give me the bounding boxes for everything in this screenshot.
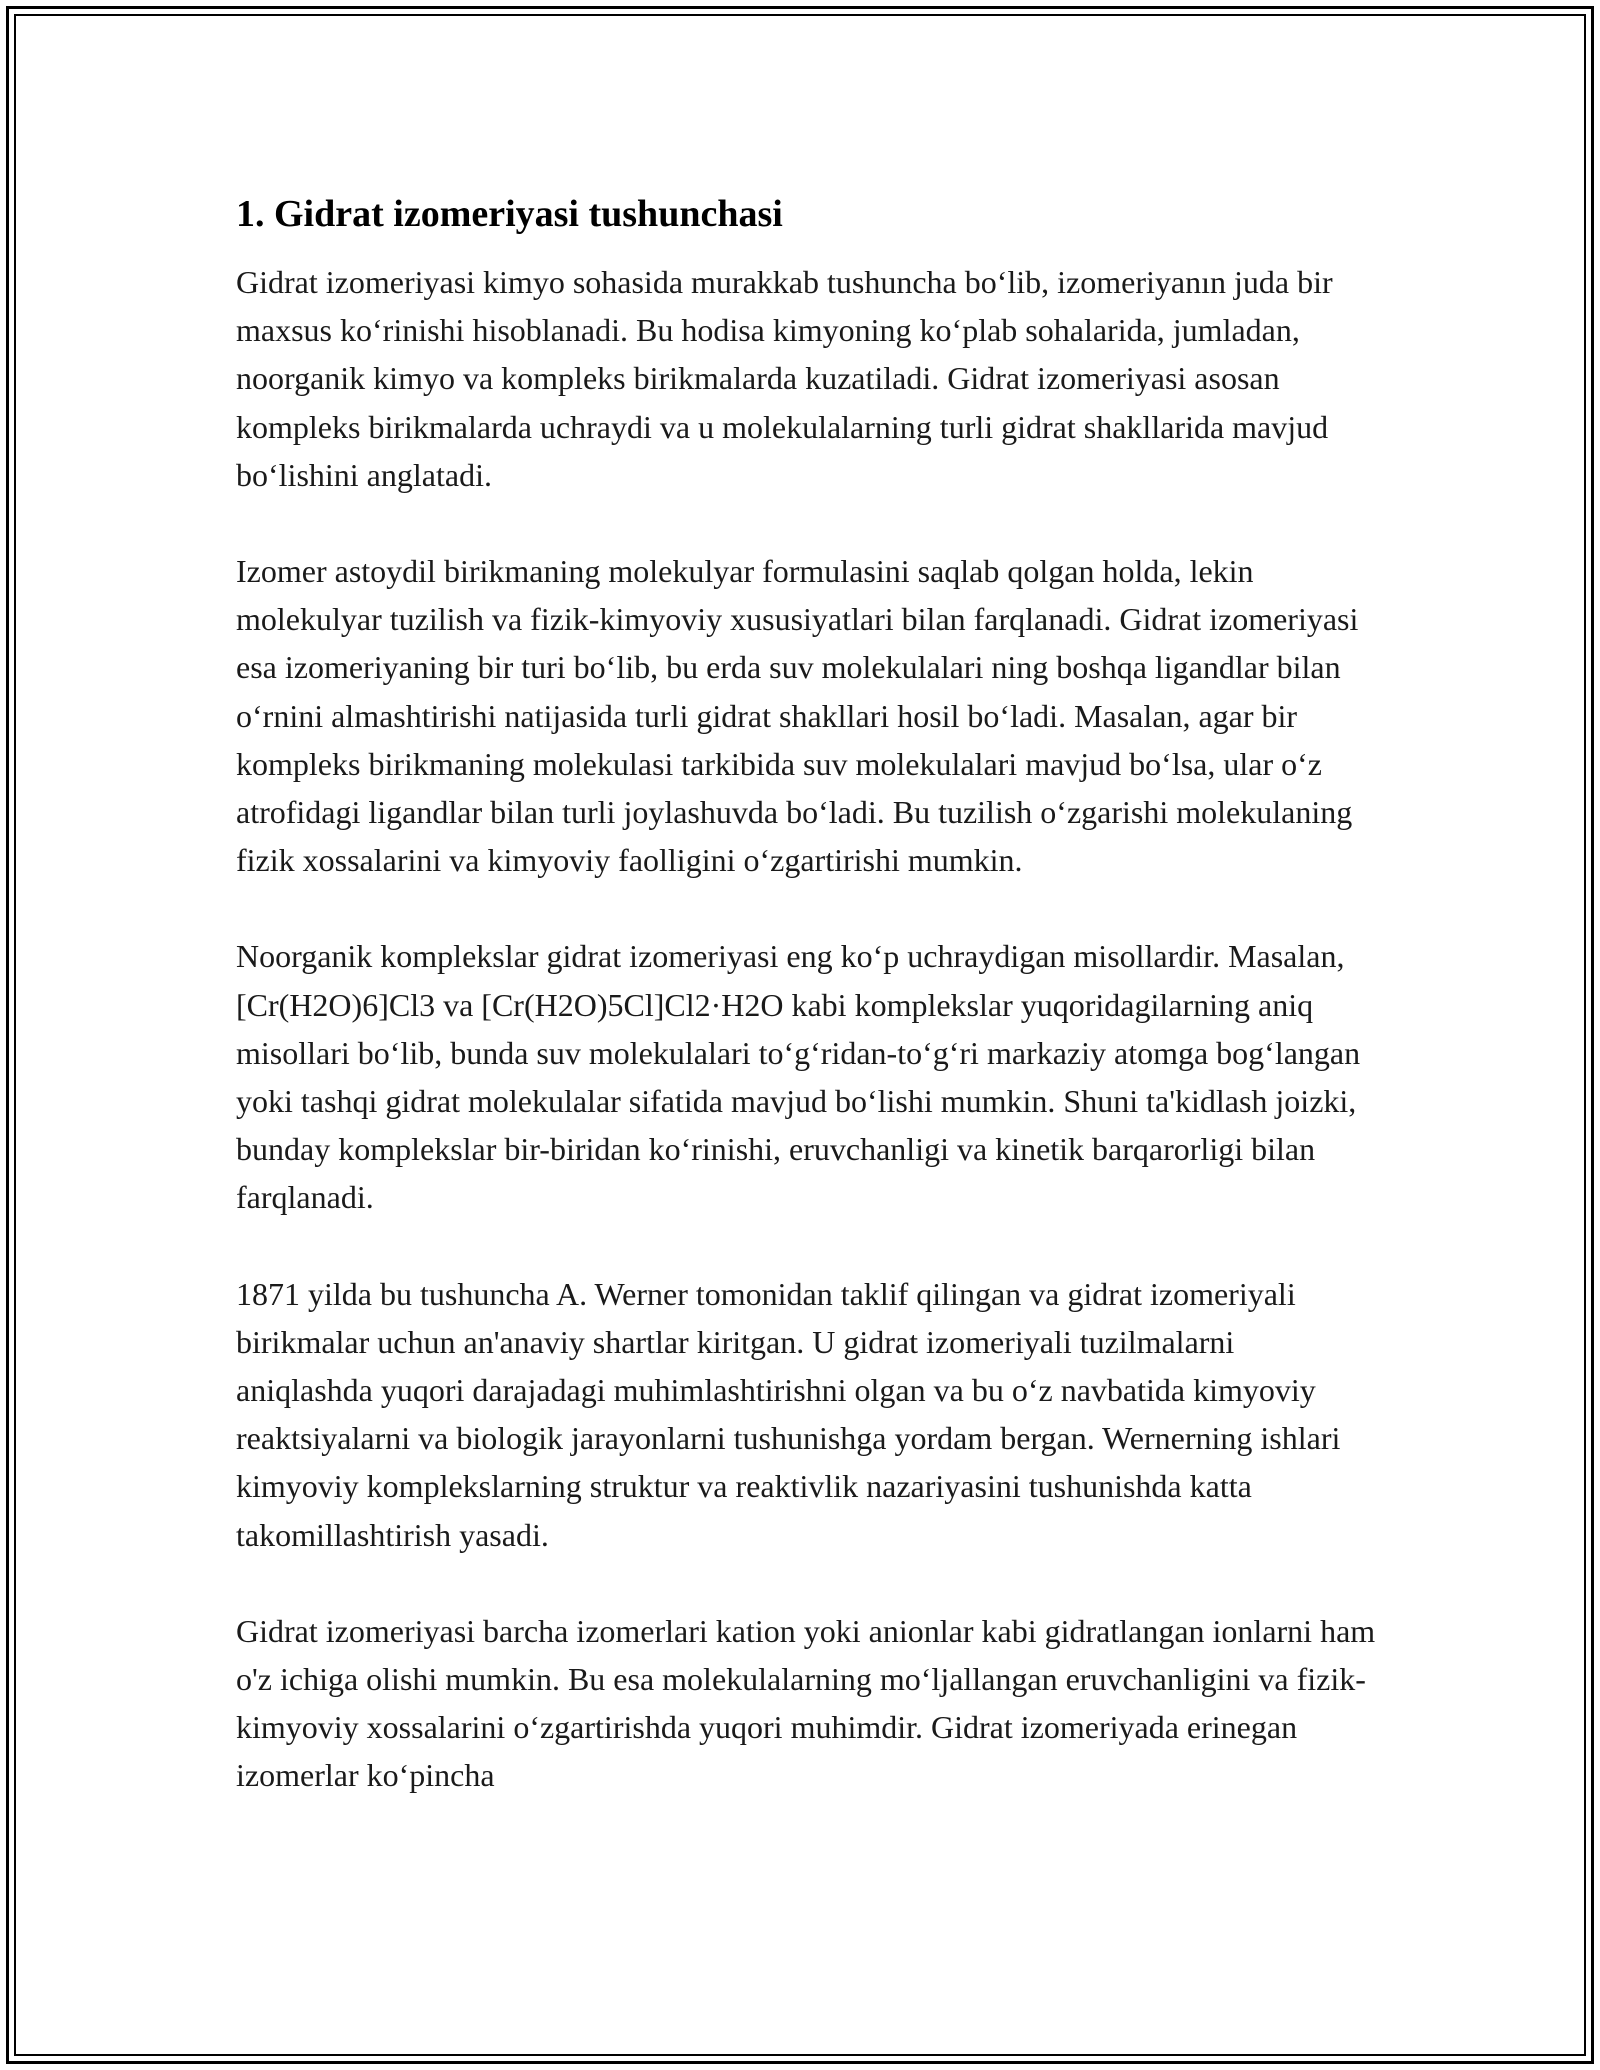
paragraph-5: Gidrat izomeriyasi barcha izomerlari kation yoki anionlar kabi gidratlangan ionlarni ham o'z ichiga olishi mumkin. Bu esa molekulalarning mo‘ljallangan eruvchanligini va fizik-kimyoviy xossalarini o‘zgartirishda yuqori muhimdir. Gidrat izomeriyada erinegan izomerlar ko‘pincha xyxy=(236,1612,1376,1794)
paragraph-4: 1871 yilda bu tushuncha A. Werner tomonidan taklif qilingan va gidrat izomeriyali birikmalar uchun an'anaviy shartlar kiritgan. U gidrat izomeriyali tuzilmalarni aniqlashda yuqori darajadagi muhimlashtirishni olgan va bu o‘z navbatida kimyoviy reaktsiyalarni va biologik jarayonlarni tushunishga yordam bergan. Wernerning ishlari kimyoviy komplekslarning struktur va reaktivlik nazariyasini tushunishda katta takomillashtirish yasadi. xyxy=(236,1275,1341,1553)
document-body xyxy=(236,188,1376,1848)
paragraph-3: Noorganik komplekslar gidrat izomeriyasi eng ko‘p uchraydigan misollardir. Masalan, [Cr(H2O)6]Cl3 va [Cr(H2O)5Cl]Cl2·H2O kabi komplekslar yuqoridagilarning aniq misollari bo‘lib, bunda suv molekulalari to‘g‘ridan-to‘g‘ri markaziy atomga bog‘langan yoki tashqi gidrat molekulalar sifatida mavjud bo‘lishi mumkin. Shuni ta'kidlash joizki, bunday komplekslar bir-biridan ko‘rinishi, eruvchanligi va kinetik barqarorligi bilan farqlanadi. xyxy=(236,938,1361,1216)
section-heading: 1. Gidrat izomeriyasi tushunchasi xyxy=(236,193,783,235)
paragraph-1: Gidrat izomeriyasi kimyo sohasida murakkab tushuncha bo‘lib, izomeriyanın juda bir maxsus ko‘rinishi hisoblanadi. Bu hodisa kimyoning ko‘plab sohalarida, jumladan, noorganik kimyo va kompleks birikmalarda kuzatiladi. Gidrat izomeriyasi asosan kompleks birikmalarda uchraydi va u molekulalarning turli gidrat shakllarida mavjud bo‘lishini anglatadi. xyxy=(236,264,1333,493)
paragraph-2: Izomer astoydil birikmaning molekulyar formulasini saqlab qolgan holda, lekin molekulyar tuzilish va fizik-kimyoviy xususiyatlari bilan farqlanadi. Gidrat izomeriyasi esa izomeriyaning bir turi bo‘lib, bu erda suv molekulalari ning boshqa ligandlar bilan o‘rnini almashtirishi natijasida turli gidrat shakllari hosil bo‘ladi. Masalan, agar bir kompleks birikmaning molekulasi tarkibida suv molekulalari mavjud bo‘lsa, ular o‘z atrofidagi ligandlar bilan turli joylashuvda bo‘ladi. Bu tuzilish o‘zgarishi molekulaning fizik xossalarini va kimyoviy faolligini o‘zgartirishi mumkin. xyxy=(236,553,1359,879)
